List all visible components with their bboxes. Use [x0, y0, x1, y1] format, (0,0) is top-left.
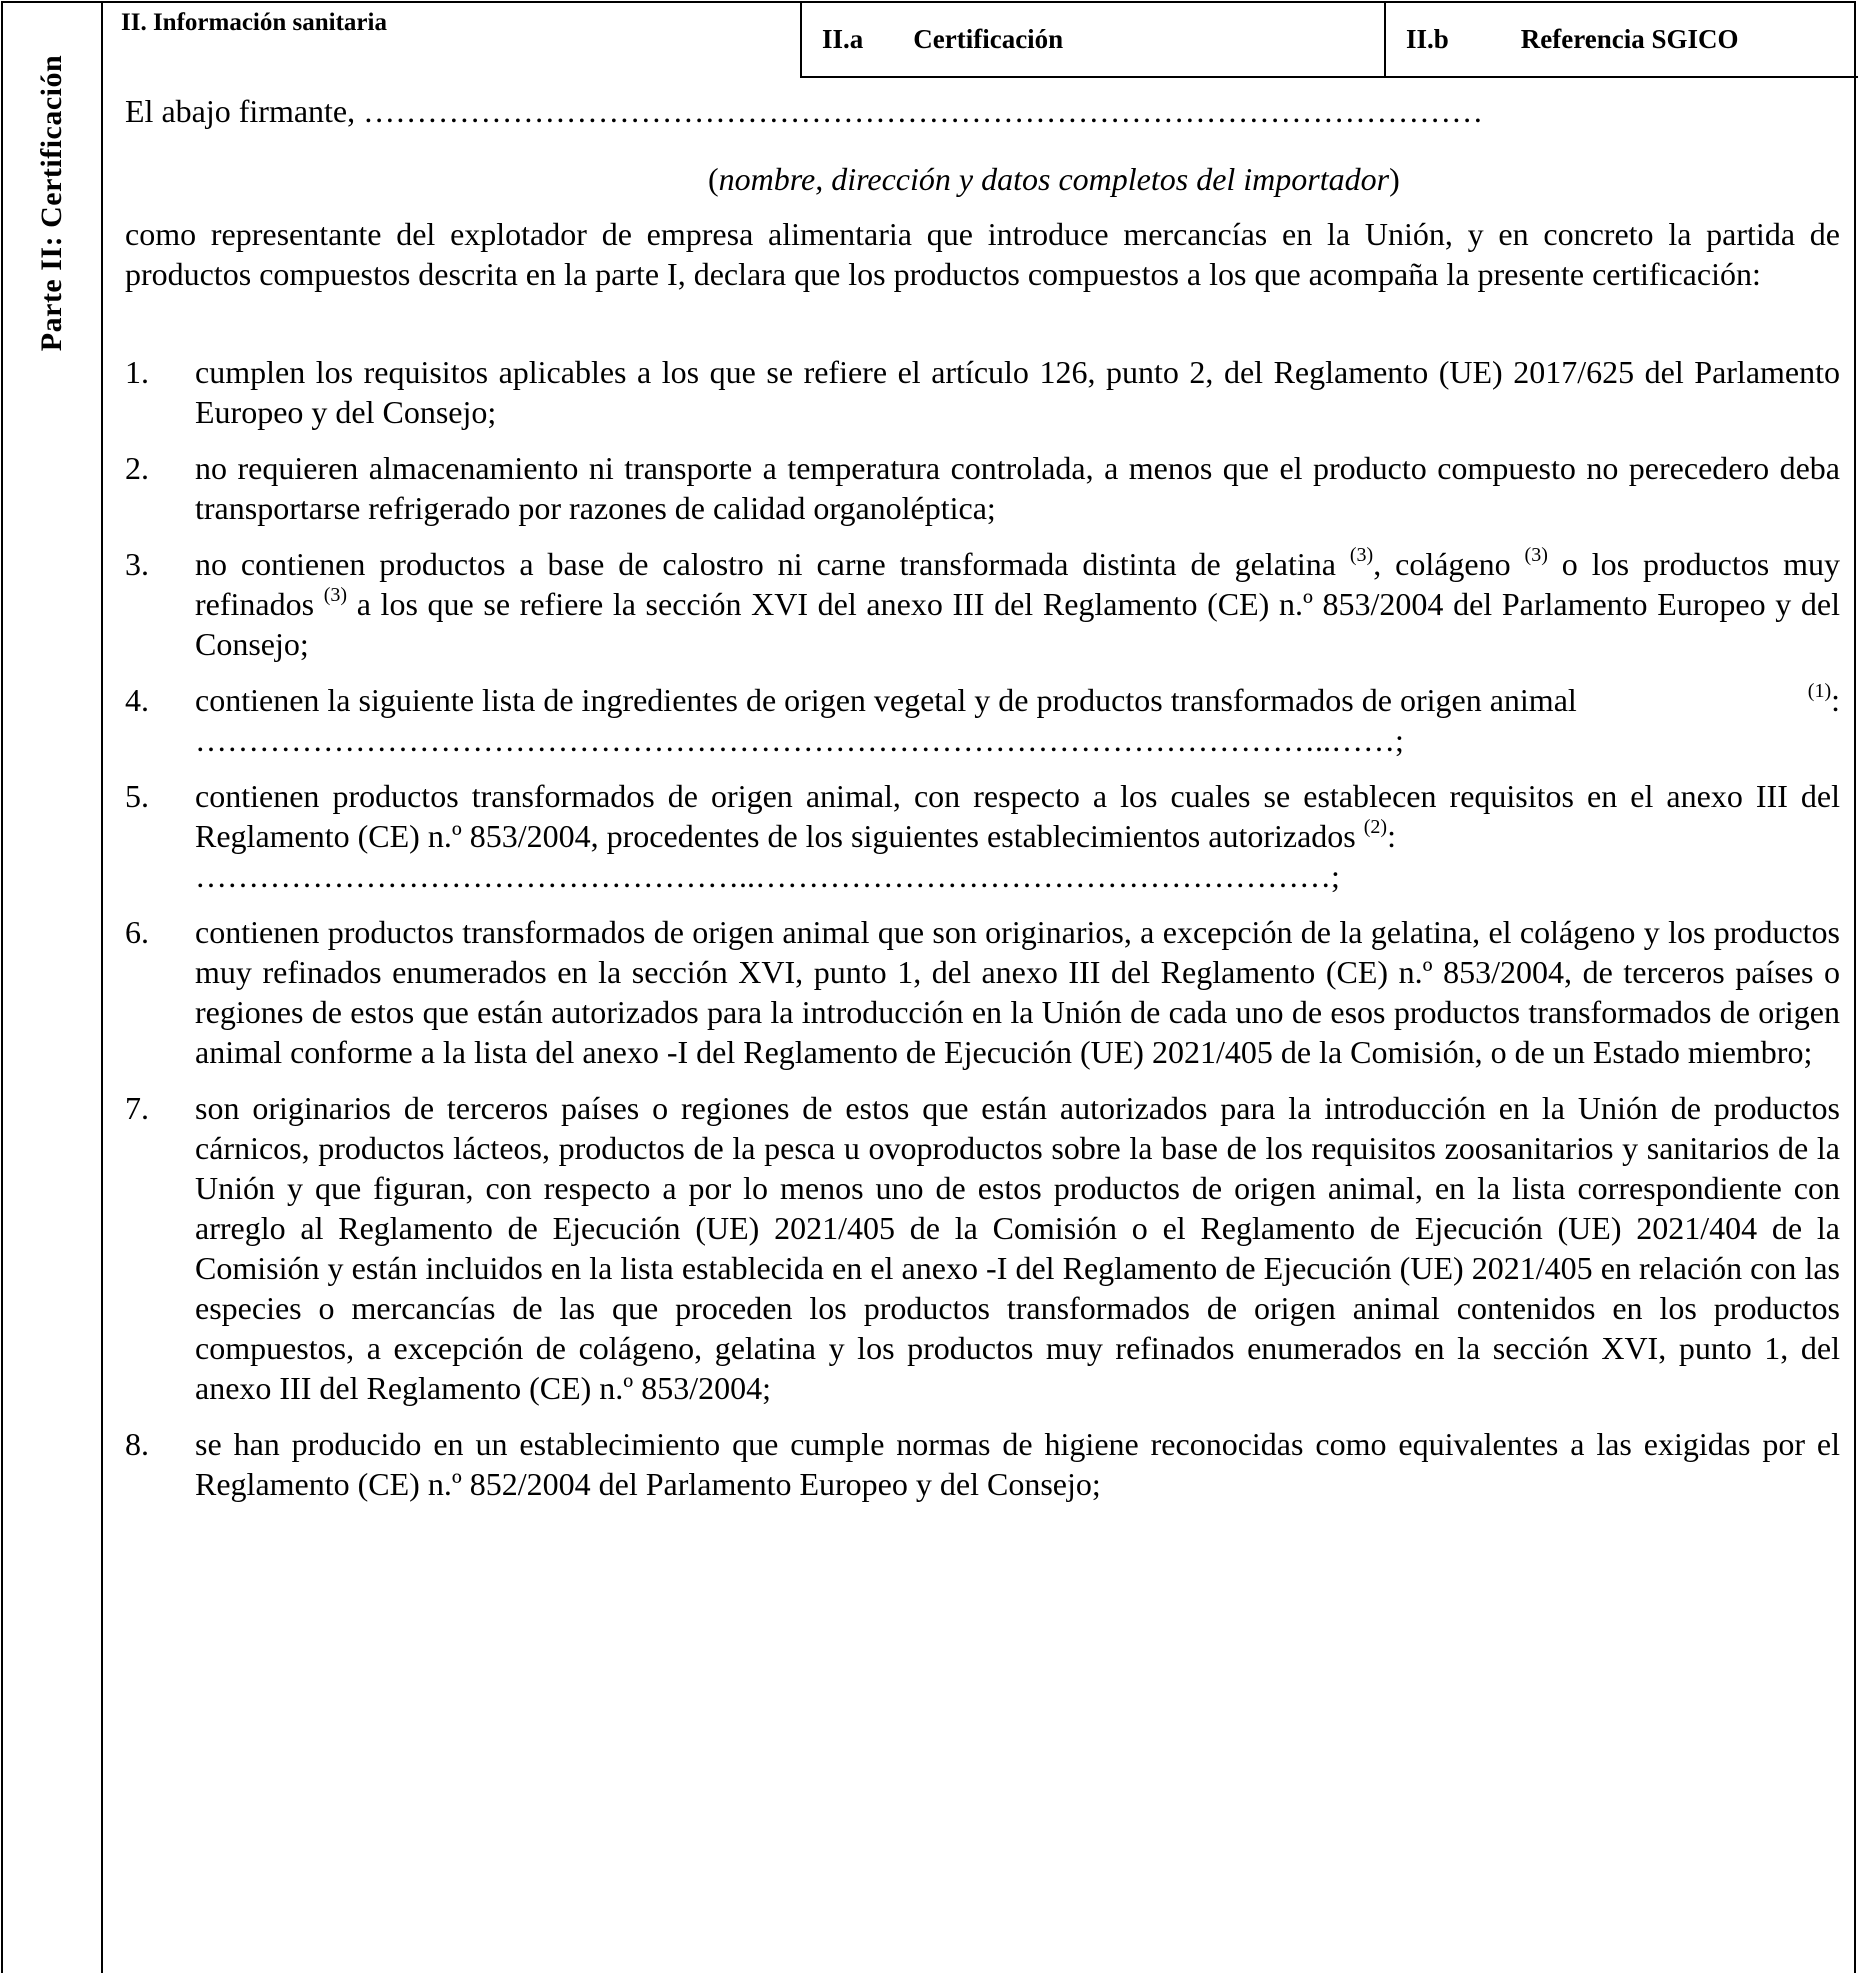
list-item [125, 1088, 1840, 1408]
item-number: 2. [125, 450, 149, 486]
signatory-dots: …………………………………………………………………………………………… [363, 93, 1484, 129]
list-item [125, 352, 1840, 432]
item-text: a los que se refiere la sección XVI del anexo III del Reglamento (CE) n.º 853/2004 del Parlamento Europeo y del Consejo; [195, 586, 1841, 662]
item-number: 3. [125, 546, 149, 582]
list-item [125, 776, 1840, 896]
footnote-ref: (3) [1349, 544, 1374, 566]
side-column [3, 3, 103, 1973]
header-b-code: II.b [1406, 24, 1449, 54]
footnote-ref: (2) [1363, 816, 1388, 838]
caption-close-paren: ) [1389, 161, 1400, 197]
header-a-label: Certificación [913, 24, 1064, 54]
signatory-line [125, 91, 1840, 131]
item-number: 7. [125, 1090, 149, 1126]
fill-in-dots: ……………………………………………………………………………………………..……; [195, 722, 1404, 758]
item-text: son originarios de terceros países o regiones de estos que están autorizados para la introducción en la Unión de productos cárnicos, productos lácteos, productos de la pesca u ovoproductos sobre la base de los requisitos zoosanitarios y sanitarios de la Unión y que figuran, con respecto a por lo menos uno de estos productos de origen animal, en la lista correspondiente con arreglo al Reglamento de Ejecución (UE) 2021/405 de la Comisión o el Reglamento de Ejecución (UE) 2021/404 de la Comisión y están incluidos en la lista establecida en el anexo -I del Reglamento de Ejecución (UE) 2021/405 en relación con las especies o mercancías de las que proceden los productos transformados de origen animal contenidos en los productos compuestos, a excepción de colágeno, gelatina y los productos muy refinados enumerados en la sección XVI, punto 1, del anexo III del Reglamento (CE) n.º 853/2004; [195, 1090, 1840, 1406]
header-b-label: Referencia SGICO [1520, 24, 1739, 54]
signatory-caption [708, 159, 1400, 199]
footnote-ref: (1) [1807, 680, 1832, 702]
item-text: cumplen los requisitos aplicables a los que se refiere el artículo 126, punto 2, del Reglamento (UE) 2017/625 del Parlamento Europeo y del Consejo; [195, 354, 1840, 430]
fill-in-dots: ……………………………………………..………………………………………………; [195, 858, 1340, 894]
item-colon: : [1831, 682, 1840, 718]
side-label: Parte II: Certificación [35, 54, 68, 352]
list-item [125, 912, 1840, 1072]
list-item [125, 1424, 1840, 1504]
item-text: no requieren almacenamiento ni transporte a temperatura controlada, a menos que el producto compuesto no perecedero deba transportarse refrigerado por razones de calidad organoléptica; [195, 450, 1840, 526]
item-number: 4. [125, 682, 149, 718]
header-certification-box [800, 3, 1386, 78]
footnote-ref: (3) [323, 584, 348, 606]
list-item [125, 448, 1840, 528]
declaration-list [125, 352, 1840, 1520]
item-colon: : [1387, 818, 1396, 854]
item-text: contienen productos transformados de origen animal, con respecto a los cuales se establecen requisitos en el anexo III del Reglamento (CE) n.º 853/2004, procedentes de los siguientes establecimientos autorizados [195, 778, 1840, 854]
item-text: contienen productos transformados de origen animal que son originarios, a excepción de la gelatina, el colágeno y los productos muy refinados enumerados en la sección XVI, punto 1, del anexo III del Reglamento (CE) n.º 853/2004, de terceros países o regiones de estos que están autorizados para la introducción en la Unión de cada uno de esos productos transformados de origen animal conforme a la lista del anexo -I del Reglamento de Ejecución (UE) 2021/405 de la Comisión, o de un Estado miembro; [195, 914, 1840, 1070]
header-a-code: II.a [822, 24, 864, 54]
item-text: no contienen productos a base de calostro ni carne transformada distinta de gelatina [195, 546, 1350, 582]
signatory-lead: El abajo firmante, [125, 93, 364, 129]
caption-text: nombre, dirección y datos completos del importador [718, 161, 1390, 197]
item-number: 1. [125, 354, 149, 390]
item-text: , colágeno [1373, 546, 1525, 582]
item-number: 5. [125, 778, 149, 814]
item-text: o los productos muy refinados [195, 546, 1841, 622]
list-item [125, 544, 1840, 664]
caption-open-paren: ( [708, 161, 719, 197]
item-text: se han producido en un establecimiento que cumple normas de higiene reconocidas como equivalentes a las exigidas por el Reglamento (CE) n.º 852/2004 del Parlamento Europeo y del Consejo; [195, 1426, 1840, 1502]
certificate-frame [1, 1, 1856, 1973]
item-number: 8. [125, 1426, 149, 1462]
section-heading: II. Información sanitaria [121, 9, 387, 36]
footnote-ref: (3) [1524, 544, 1548, 566]
declaration-paragraph: como representante del explotador de empresa alimentaria que introduce mercancías en la Unión, y en concreto la partida de productos compuestos descrita en la parte I, declara que los productos compuestos a los que acompaña la presente certificación: [125, 216, 1840, 292]
header-reference-box [1384, 3, 1858, 78]
item-text: contienen la siguiente lista de ingredientes de origen vegetal y de productos transformados de origen animal [195, 682, 1577, 718]
item-number: 6. [125, 914, 149, 950]
list-item [125, 680, 1840, 760]
